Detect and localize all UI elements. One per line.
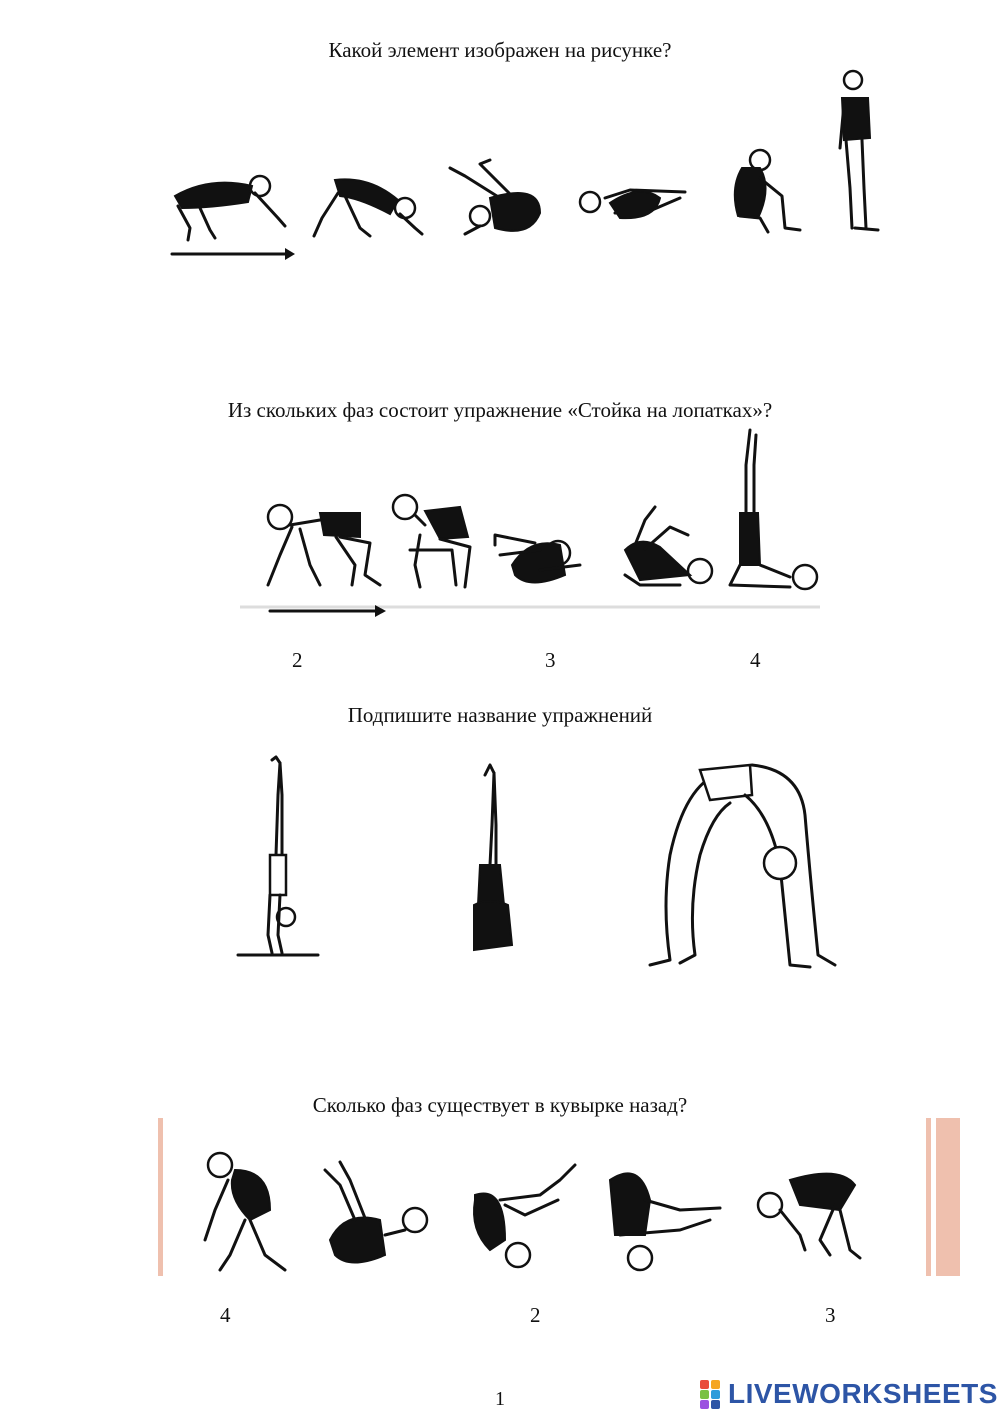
right-decorative-bar-2 <box>936 1118 960 1276</box>
q2-option-a: 2 <box>292 648 303 672</box>
q4-option-c: 3 <box>825 1303 836 1327</box>
question-4: Сколько фаз существует в кувырке назад? <box>312 1093 688 1117</box>
right-decorative-bar-1 <box>926 1118 931 1276</box>
q2-option-c: 4 <box>750 648 761 672</box>
question-1: Какой элемент изображен на рисунке? <box>328 38 672 62</box>
brand-text: LIVEWORKSHEETS <box>728 1378 998 1409</box>
page-number: 1 <box>495 1388 505 1410</box>
q4-option-b: 2 <box>530 1303 541 1327</box>
shoulder-stand-sequence-illustration <box>240 425 820 625</box>
liveworksheets-icon <box>700 1380 722 1408</box>
liveworksheets-logo <box>700 1376 998 1412</box>
q2-option-b: 3 <box>545 648 556 672</box>
forward-roll-sequence-illustration <box>160 68 900 268</box>
question-2: Из скольких фаз состоит упражнение «Стойка на лопатках»? <box>227 398 773 422</box>
bridge-illustration <box>640 755 850 985</box>
backward-roll-sequence-illustration <box>180 1140 900 1290</box>
headstand-illustration <box>450 755 550 975</box>
left-decorative-bar <box>158 1118 163 1276</box>
question-3: Подпишите название упражнений <box>347 703 653 727</box>
handstand-illustration <box>230 755 330 975</box>
q4-option-a: 4 <box>220 1303 231 1327</box>
